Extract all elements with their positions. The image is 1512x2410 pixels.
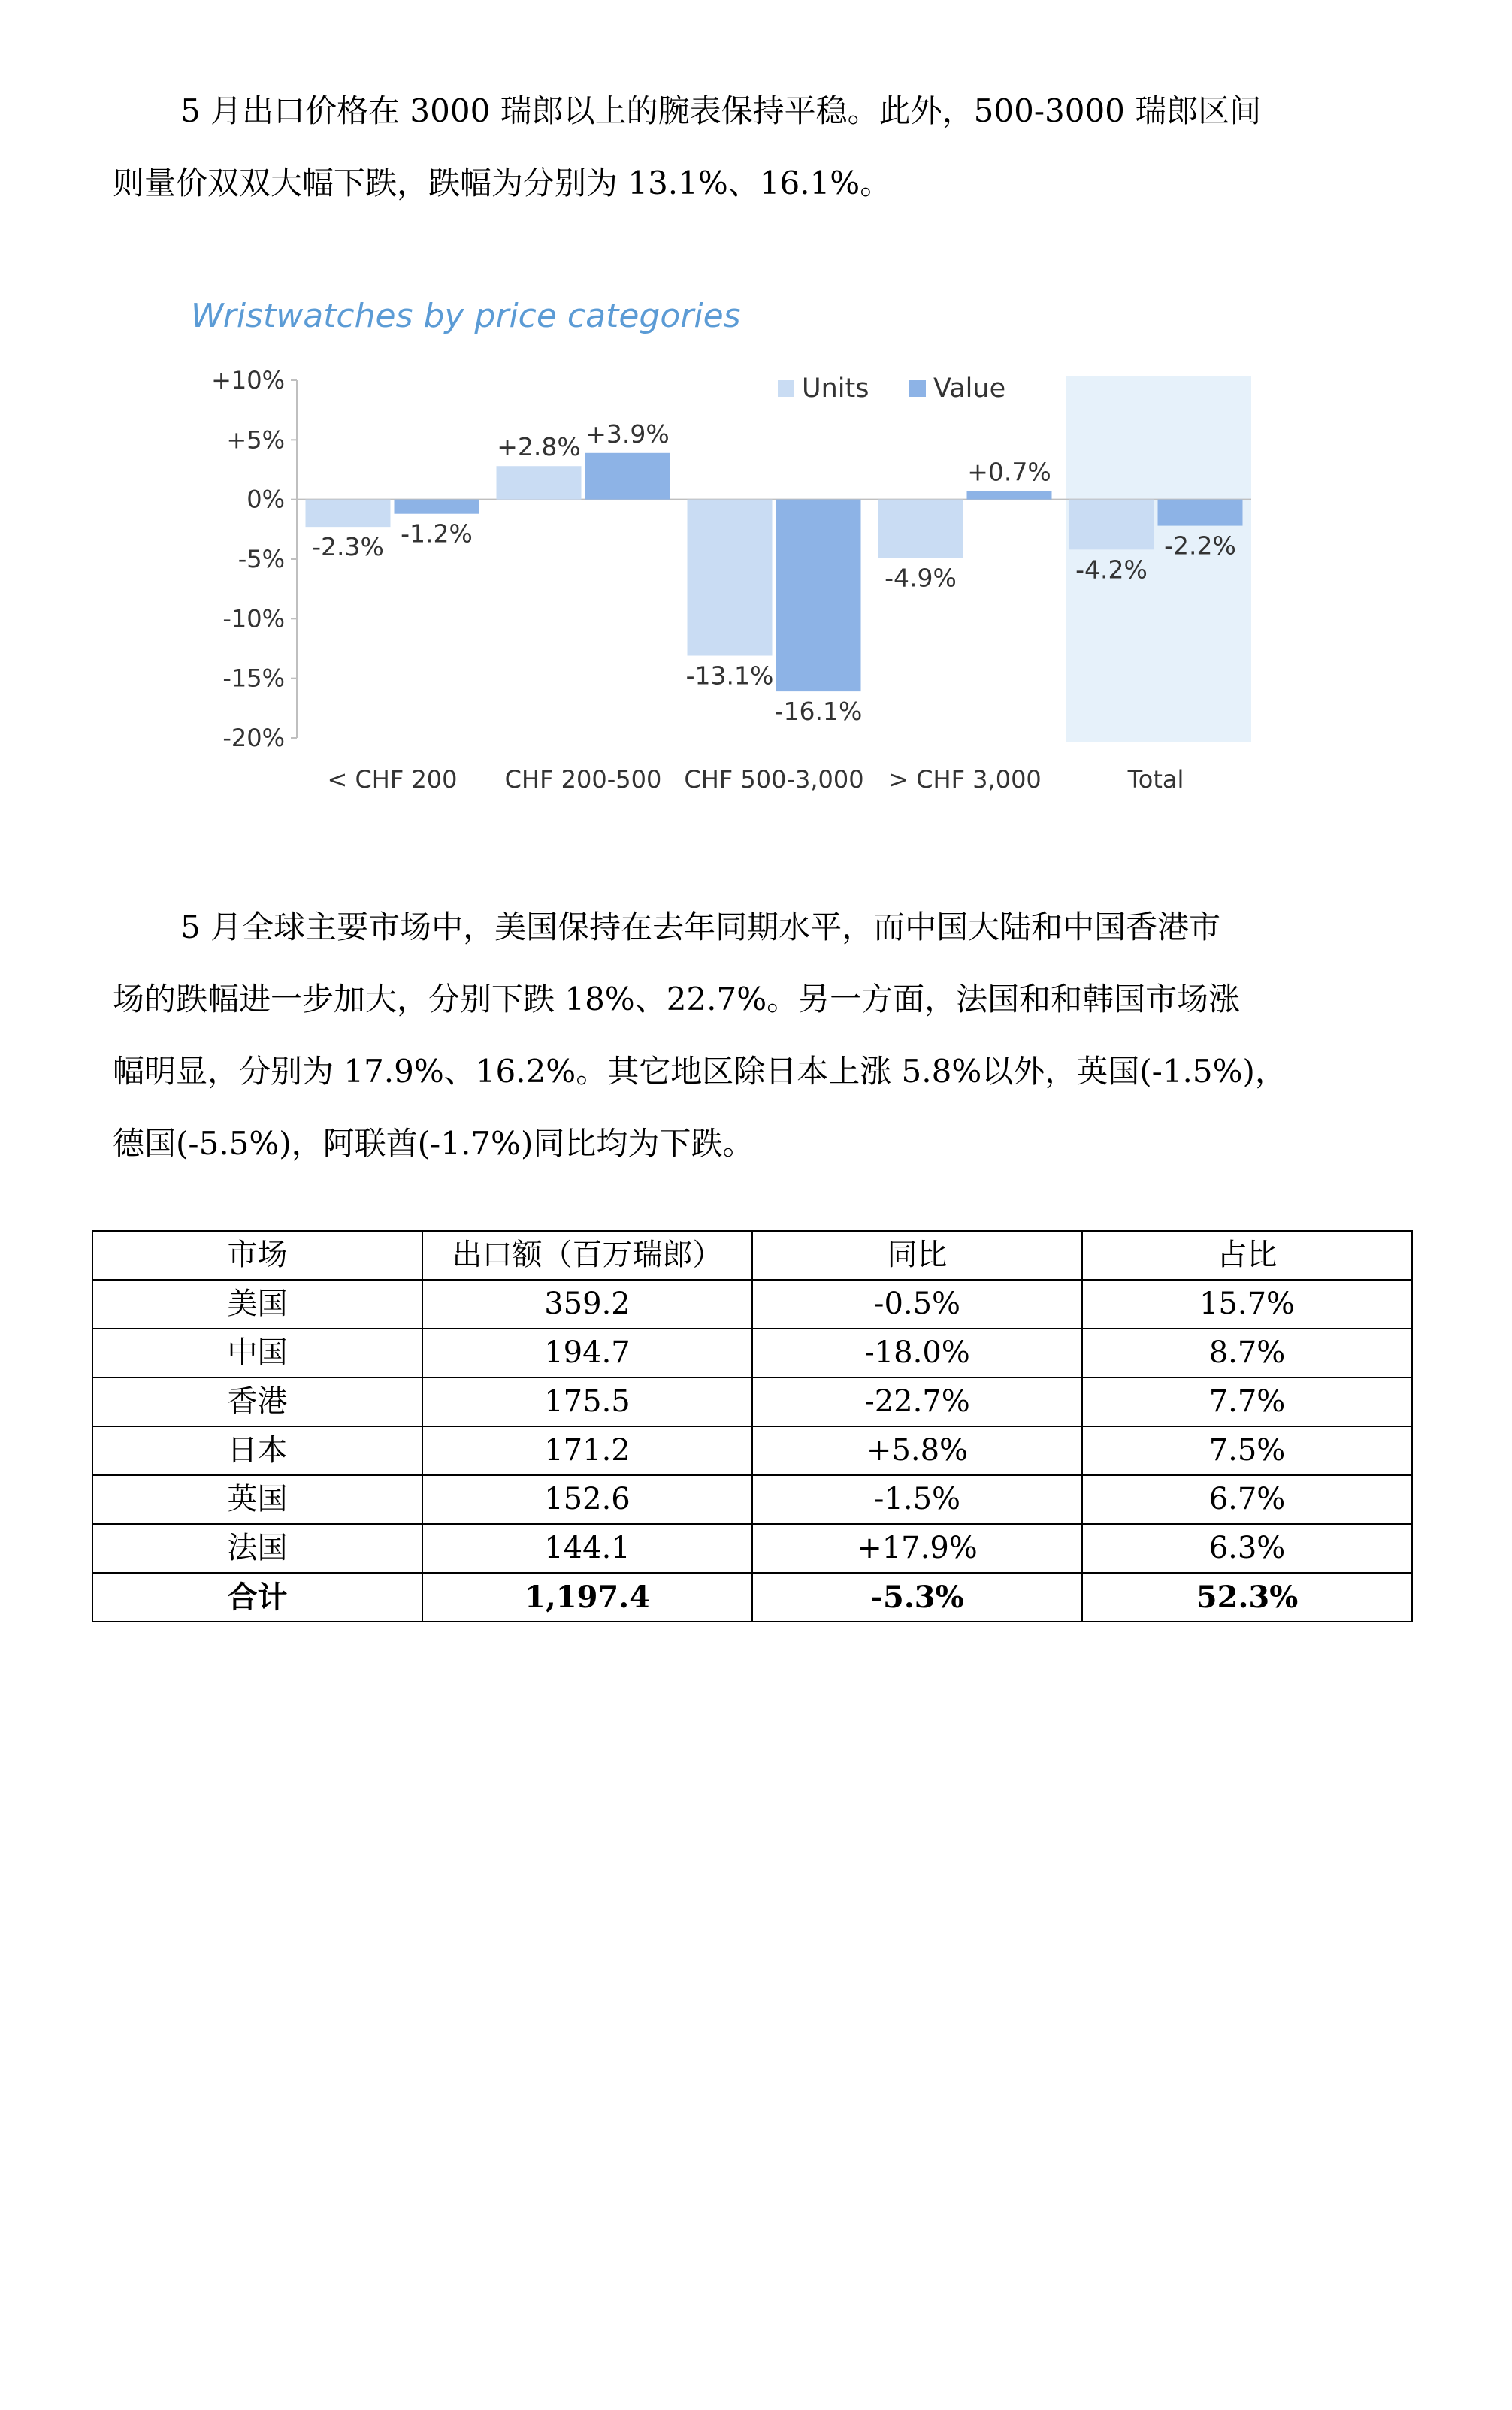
bar-units [1069, 500, 1154, 550]
y-tick-label: -10% [222, 604, 285, 633]
cell-share: 7.7% [1082, 1377, 1412, 1426]
data-label: +3.9% [585, 419, 670, 449]
y-tick-label: -15% [222, 664, 285, 693]
table-header-row [92, 1231, 1412, 1280]
table-row [92, 1377, 1412, 1426]
bar-value [395, 500, 479, 514]
x-category-label: < CHF 200 [327, 765, 458, 794]
bar-units [688, 500, 773, 656]
paragraph-line: 幅明显，分别为 17.9%、16.2%。其它地区除日本上涨 5.8%以外，英国(-1.5%)， [113, 1053, 1287, 1090]
x-axis-labels [327, 765, 1184, 794]
legend-swatch-value [909, 380, 926, 397]
x-category-label: CHF 500-3,000 [684, 765, 864, 794]
y-tick-label: +5% [226, 425, 285, 455]
cell-yoy: -22.7% [752, 1377, 1082, 1426]
paragraph-line: 5 月出口价格在 3000 瑞郎以上的腕表保持平稳。此外，500-3000 瑞郎区间 [180, 92, 1262, 129]
cell-share: 15.7% [1082, 1280, 1412, 1329]
data-label: +0.7% [967, 457, 1051, 487]
cell-market: 法国 [92, 1524, 422, 1573]
data-label: -13.1% [685, 661, 774, 691]
cell-yoy: -18.0% [752, 1329, 1082, 1377]
y-tick-label: -20% [222, 724, 285, 752]
cell-yoy: -1.5% [752, 1475, 1082, 1524]
table-total-row [92, 1573, 1412, 1622]
cell-total-export-value: 1,197.4 [422, 1573, 752, 1622]
cell-export-value: 144.1 [422, 1524, 752, 1573]
bar-value [967, 491, 1052, 500]
cell-total-share: 52.3% [1082, 1573, 1412, 1622]
cell-export-value: 152.6 [422, 1475, 752, 1524]
cell-yoy: -0.5% [752, 1280, 1082, 1329]
header-yoy: 同比 [752, 1231, 1082, 1280]
table-row [92, 1280, 1412, 1329]
markets-paragraph [113, 891, 1405, 1180]
price-category-chart [180, 286, 1308, 827]
x-category-label: Total [1127, 765, 1184, 794]
bar-value [776, 500, 861, 691]
x-category-label: CHF 200-500 [504, 765, 662, 794]
cell-export-value: 171.2 [422, 1426, 752, 1475]
cell-export-value: 359.2 [422, 1280, 752, 1329]
cell-market: 英国 [92, 1475, 422, 1524]
data-label: +2.8% [497, 432, 581, 462]
bar-value [585, 453, 670, 500]
table-row [92, 1329, 1412, 1377]
table-row [92, 1475, 1412, 1524]
cell-export-value: 175.5 [422, 1377, 752, 1426]
x-category-label: > CHF 3,000 [888, 765, 1042, 794]
cell-total-label: 合计 [92, 1573, 422, 1622]
header-share: 占比 [1082, 1231, 1412, 1280]
y-tick-label: 0% [246, 485, 285, 514]
chart-legend [778, 373, 1005, 404]
bar-units [306, 500, 391, 527]
cell-share: 6.3% [1082, 1524, 1412, 1573]
data-label: -4.2% [1075, 555, 1148, 585]
data-label: -4.9% [885, 563, 957, 593]
bar-value [1158, 500, 1243, 526]
bar-units [878, 500, 963, 558]
cell-share: 6.7% [1082, 1475, 1412, 1524]
data-label: -1.2% [401, 519, 473, 549]
legend-label-value: Value [933, 373, 1006, 404]
market-table [92, 1230, 1413, 1622]
cell-market: 香港 [92, 1377, 422, 1426]
table-row [92, 1426, 1412, 1475]
legend-swatch-units [778, 380, 794, 397]
paragraph-line: 场的跌幅进一步加大，分别下跌 18%、22.7%。另一方面，法国和和韩国市场涨 [113, 981, 1241, 1018]
header-market: 市场 [92, 1231, 422, 1280]
cell-total-yoy: -5.3% [752, 1573, 1082, 1622]
paragraph-line: 德国(-5.5%)，阿联酋(-1.7%)同比均为下跌。 [113, 1125, 754, 1162]
paragraph-line: 5 月全球主要市场中，美国保持在去年同期水平，而中国大陆和中国香港市 [180, 909, 1221, 945]
paragraph-line: 则量价双双大幅下跌，跌幅为分别为 13.1%、16.1%。 [113, 165, 892, 201]
cell-share: 8.7% [1082, 1329, 1412, 1377]
bar-units [497, 466, 582, 499]
header-export-value: 出口额（百万瑞郎） [422, 1231, 752, 1280]
data-label: -2.3% [312, 532, 384, 562]
cell-share: 7.5% [1082, 1426, 1412, 1475]
table-row [92, 1524, 1412, 1573]
cell-export-value: 194.7 [422, 1329, 752, 1377]
intro-paragraph [113, 75, 1405, 219]
chart-title: Wristwatches by price categories [191, 297, 741, 335]
legend-label-units: Units [802, 373, 869, 404]
cell-yoy: +5.8% [752, 1426, 1082, 1475]
cell-yoy: +17.9% [752, 1524, 1082, 1573]
cell-market: 日本 [92, 1426, 422, 1475]
data-label: -16.1% [774, 697, 863, 727]
cell-market: 中国 [92, 1329, 422, 1377]
data-label: -2.2% [1164, 531, 1236, 561]
cell-market: 美国 [92, 1280, 422, 1329]
y-tick-label: -5% [237, 545, 285, 573]
y-tick-label: +10% [211, 366, 285, 395]
